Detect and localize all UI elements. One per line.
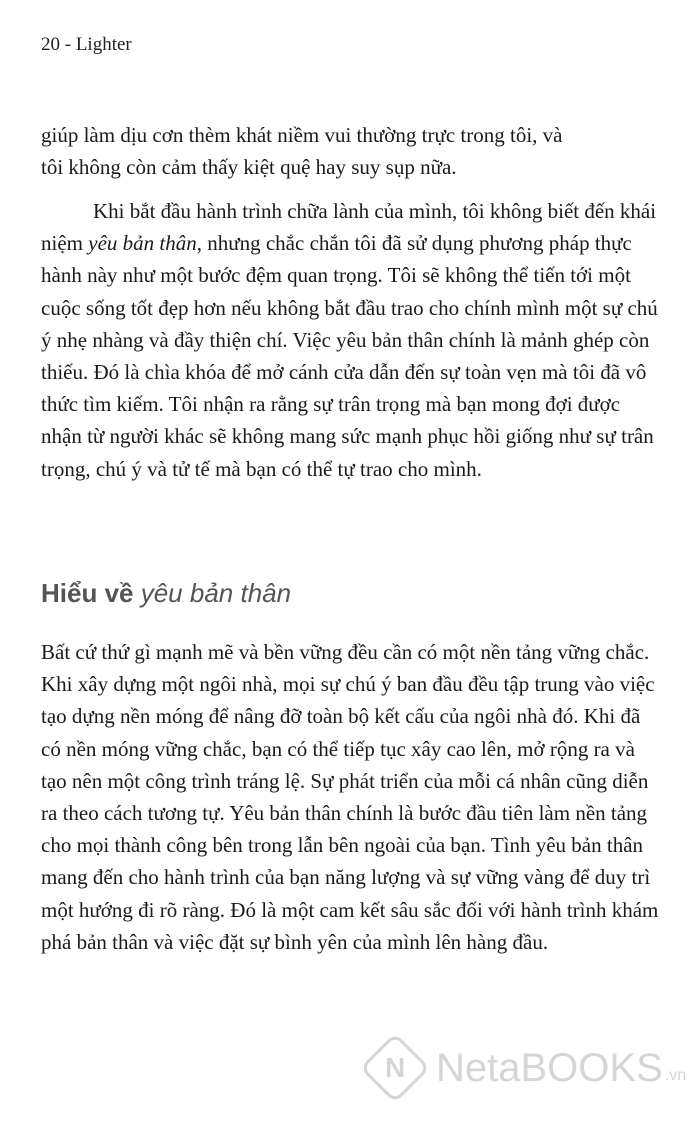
heading-text: Hiểu về — [41, 578, 141, 608]
netabooks-logo-icon — [360, 1033, 431, 1104]
paragraph-italic-term: yêu bản thân — [88, 231, 197, 256]
heading-italic-term: yêu bản thân — [140, 578, 292, 608]
paragraph-text: , nhưng chắc chắn tôi đã sử dụng phương pháp thực hành này như một bước đệm quan trọng. Tôi sẽ không thể tiến tới một cuộc sống tốt đẹp hơn nếu không bắt đầu trao cho chính mình một sự chú ý nhẹ nhàng và đầy thiện chí. Việc yêu bản thân chính là mảnh ghép còn thiếu. Đó là chìa khóa để mở cánh cửa dẫn đến sự toàn vẹn mà tôi đã vô thức tìm kiếm. Tôi nhận ra rằng sự trân trọng mà bạn mong đợi được nhận từ người khác sẽ không mang sức mạnh phục hồi giống như sự trân trọng, chú ý và tử tế mà bạn có thể tự trao cho mình. — [41, 231, 658, 481]
paragraph-continued — [41, 119, 661, 183]
watermark-suffix: .vn — [664, 1067, 687, 1084]
section-heading — [41, 578, 291, 609]
paragraph-foundation — [41, 636, 661, 958]
netabooks-watermark — [370, 1043, 686, 1093]
paragraph-text: Bất cứ thứ gì mạnh mẽ và bền vững đều cần có một nền tảng vững chắc. Khi xây dựng một ngôi nhà, mọi sự chú ý ban đầu đều tập trung vào việc tạo dựng nền móng để nâng đỡ toàn bộ kết cấu của ngôi nhà đó. Khi đã có nền móng vững chắc, bạn có thể tiếp tục xây cao lên, mở rộng ra và tạo nên một công trình tráng lệ. Sự phát triển của mỗi cá nhân cũng diễn ra theo cách tương tự. Yêu bản thân chính là bước đầu tiên làm nền tảng cho mọi thành công bên trong lẫn bên ngoài của bạn. Tình yêu bản thân mang đến cho hành trình của bạn năng lượng và sự vững vàng để duy trì một hướng đi rõ ràng. Đó là một cam kết sâu sắc đối với hành trình khám phá bản thân và việc đặt sự bình yên của mình lên hàng đầu. — [41, 640, 659, 954]
paragraph-line: tôi không còn cảm thấy kiệt quệ hay suy sụp nữa. — [41, 155, 457, 180]
paragraph-text: Khi bắt đầu hành trình chữa lành của mình, tôi không biết đến khái niệm — [41, 199, 657, 256]
watermark-brand: NetaBOOKS — [436, 1045, 663, 1090]
logo-letter: N — [384, 1051, 406, 1083]
paragraph-line: giúp làm dịu cơn thèm khát niềm vui thường trực trong tôi, và — [41, 123, 563, 147]
paragraph-self-love-journey — [41, 195, 661, 485]
page-header: 20 - Lighter — [41, 34, 132, 55]
